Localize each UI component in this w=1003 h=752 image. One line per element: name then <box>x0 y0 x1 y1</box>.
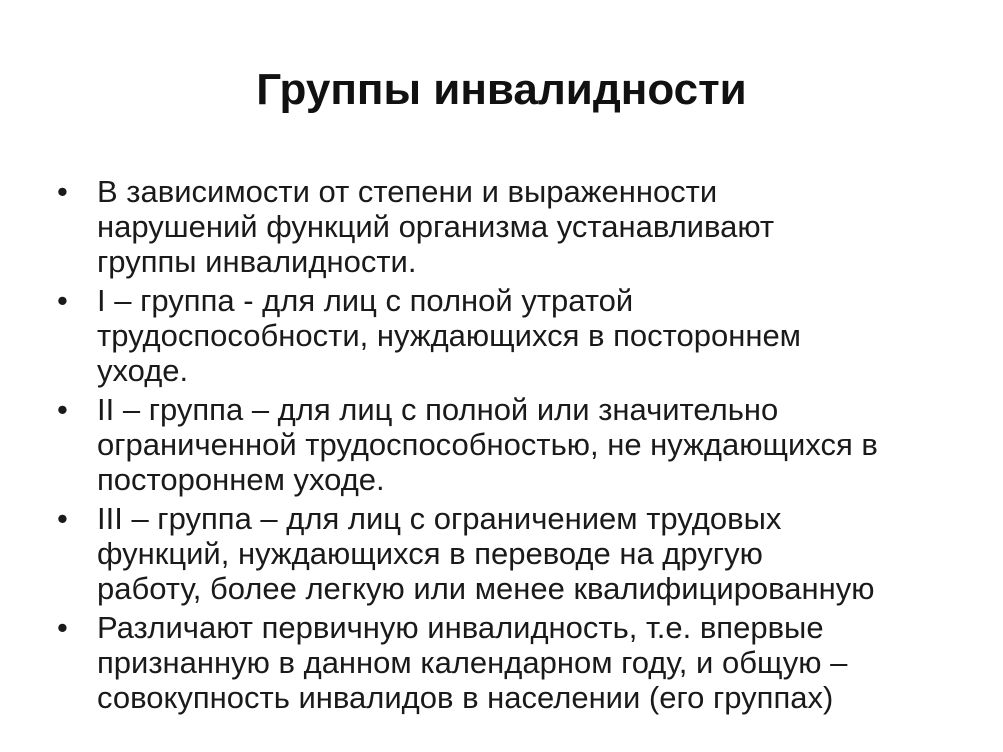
bullet-item <box>57 610 957 715</box>
bullet-line: III – группа – для лиц с ограничением трудовых <box>97 501 782 536</box>
bullet-item <box>57 392 957 497</box>
bullet-text <box>97 283 957 388</box>
bullet-line: группы инвалидности. <box>97 244 417 279</box>
bullet-item <box>57 283 957 388</box>
bullet-line: функций, нуждающихся в переводе на другую <box>97 536 763 571</box>
bullet-line: ограниченной трудоспособностью, не нуждающихся в <box>97 427 878 462</box>
bullet-point-icon: • <box>57 392 68 427</box>
bullet-text <box>97 610 957 715</box>
bullet-line: I – группа - для лиц с полной утратой <box>97 283 634 318</box>
bullet-line: работу, более легкую или менее квалифицированную <box>97 571 875 606</box>
bullet-line: постороннем уходе. <box>97 462 385 497</box>
bullet-point-icon: • <box>57 283 68 318</box>
bullet-point-icon: • <box>57 174 68 209</box>
bullet-line: Различают первичную инвалидность, т.е. впервые <box>97 610 824 645</box>
bullet-line: нарушений функций организма устанавливают <box>97 209 775 244</box>
bullet-line: признанную в данном календарном году, и общую – <box>97 645 848 680</box>
bullet-point-icon: • <box>57 501 68 536</box>
bullet-point-icon: • <box>57 610 68 645</box>
bullet-line: трудоспособности, нуждающихся в постороннем <box>97 318 801 353</box>
bullet-text <box>97 501 957 606</box>
bullet-item <box>57 174 957 279</box>
bullet-text <box>97 392 957 497</box>
bullet-line: II – группа – для лиц с полной или значительно <box>97 392 779 427</box>
slide-title: Группы инвалидности <box>256 65 747 114</box>
bullet-item <box>57 501 957 606</box>
bullet-line: В зависимости от степени и выраженности <box>97 174 718 209</box>
bullet-list <box>57 174 957 719</box>
bullet-line: совокупность инвалидов в населении (его группах) <box>97 680 834 715</box>
bullet-line: уходе. <box>97 353 189 388</box>
bullet-text <box>97 174 957 279</box>
